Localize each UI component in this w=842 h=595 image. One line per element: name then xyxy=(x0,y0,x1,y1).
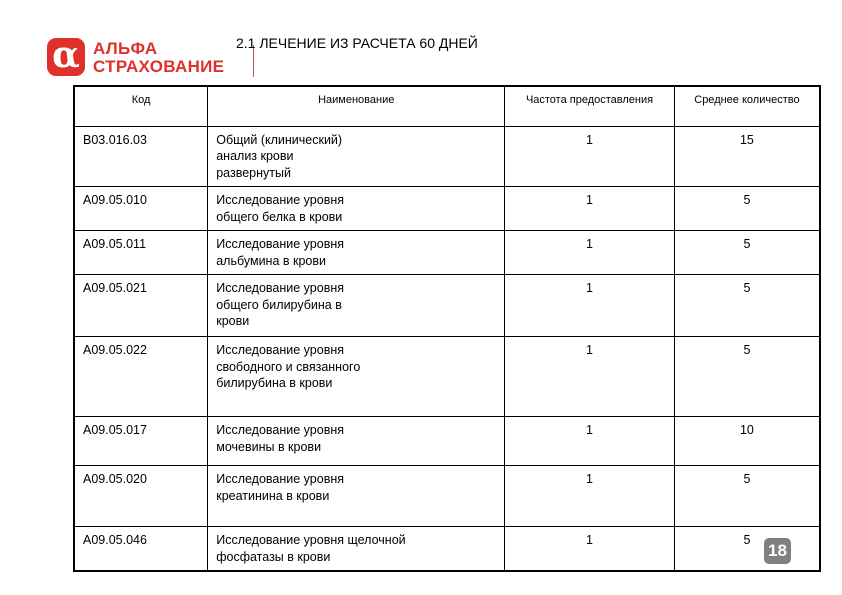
name-text: Исследование уровня мочевины в крови xyxy=(216,423,345,454)
cell-frequency: 1 xyxy=(505,126,675,187)
logo-text xyxy=(93,40,224,76)
cell-quantity: 5 xyxy=(674,275,820,337)
cell-name xyxy=(208,231,505,275)
cell-frequency: 1 xyxy=(505,466,675,527)
name-text: Исследование уровня креатинина в крови xyxy=(216,472,345,503)
header-quantity: Среднее количество xyxy=(674,86,820,126)
table-row xyxy=(74,275,820,337)
cell-code: A09.05.046 xyxy=(74,527,208,572)
name-text: Исследование уровня общего билирубина в крови xyxy=(216,281,345,328)
table-row xyxy=(74,466,820,527)
cell-quantity: 15 xyxy=(674,126,820,187)
cell-code: B03.016.03 xyxy=(74,126,208,187)
logo-line1: АЛЬФА xyxy=(93,39,158,58)
cell-quantity: 5 xyxy=(674,466,820,527)
table-row xyxy=(74,126,820,187)
cell-quantity: 5 xyxy=(674,527,820,572)
cell-quantity: 10 xyxy=(674,417,820,466)
cell-name xyxy=(208,466,505,527)
header-name: Наименование xyxy=(208,86,505,126)
cell-name xyxy=(208,187,505,231)
table-row xyxy=(74,417,820,466)
name-text: Исследование уровня общего белка в крови xyxy=(216,193,345,224)
table-row xyxy=(74,527,820,572)
logo-icon: α xyxy=(47,38,85,76)
cell-code: A09.05.010 xyxy=(74,187,208,231)
table-row xyxy=(74,337,820,417)
cell-code: A09.05.022 xyxy=(74,337,208,417)
table-row xyxy=(74,187,820,231)
name-text: Исследование уровня щелочной фосфатазы в крови xyxy=(216,533,406,564)
cell-code: A09.05.020 xyxy=(74,466,208,527)
cell-quantity: 5 xyxy=(674,337,820,417)
header-frequency: Частота предоставления xyxy=(505,86,675,126)
cell-name xyxy=(208,126,505,187)
services-table xyxy=(73,85,821,572)
cell-name xyxy=(208,527,505,572)
cell-code: A09.05.017 xyxy=(74,417,208,466)
cell-name xyxy=(208,337,505,417)
cell-name xyxy=(208,275,505,337)
table-row xyxy=(74,231,820,275)
page-number-badge: 18 xyxy=(764,538,791,564)
logo-line2: СТРАХОВАНИЕ xyxy=(93,57,225,76)
cell-quantity: 5 xyxy=(674,231,820,275)
cell-frequency: 1 xyxy=(505,337,675,417)
page-title: 2.1 ЛЕЧЕНИЕ ИЗ РАСЧЕТА 60 ДНЕЙ xyxy=(236,35,478,51)
cell-frequency: 1 xyxy=(505,275,675,337)
cell-frequency: 1 xyxy=(505,187,675,231)
name-text: Исследование уровня свободного и связанного билирубина в крови xyxy=(216,343,361,390)
cell-frequency: 1 xyxy=(505,231,675,275)
name-text: Общий (клинический) анализ крови развернутый xyxy=(216,132,343,180)
cell-frequency: 1 xyxy=(505,417,675,466)
cell-code: A09.05.011 xyxy=(74,231,208,275)
cell-name xyxy=(208,417,505,466)
cell-quantity: 5 xyxy=(674,187,820,231)
cell-code: A09.05.021 xyxy=(74,275,208,337)
name-text: Исследование уровня альбумина в крови xyxy=(216,237,345,268)
cell-frequency: 1 xyxy=(505,527,675,572)
header-code: Код xyxy=(74,86,208,126)
